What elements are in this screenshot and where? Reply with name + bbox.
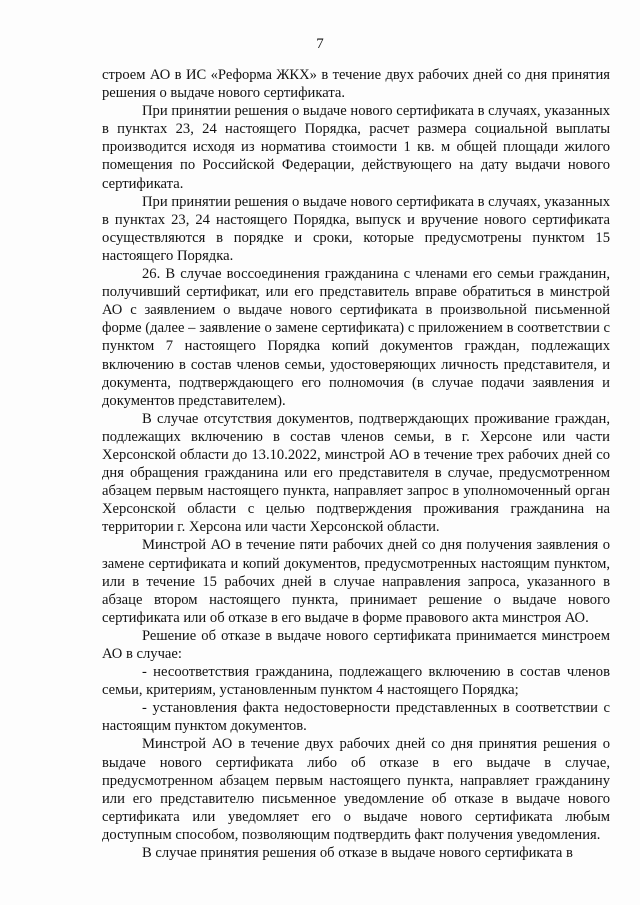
paragraph-item-26: 26. В случае воссоединения гражданина с членами его семьи гражданин, получивший сертификат, или его представитель вправе обратиться в минстрой АО с заявлением о выдаче нового сертификата в произвольной письменной форме (далее – заявление о замене сертификата) с приложением в соответствии с пунктом 7 настоящего Порядка копий документов граждан, подлежащих включению в состав членов семьи, удостоверяющих личность представителя, и документа, подтверждающего его полномочия (в случае подачи заявления и документов представителем). <box>102 266 610 409</box>
list-item: - несоответствия гражданина, подлежащего включению в состав членов семьи, критериям, установленным пунктом 4 настоящего Порядка; <box>102 664 610 699</box>
list-item: - установления факта недостоверности представленных в соответствии с настоящим пунктом документов. <box>102 700 610 735</box>
paragraph: Минстрой АО в течение пяти рабочих дней со дня получения заявления о замене сертификата и копий документов, предусмотренных настоящим пунктом, или в течение 15 рабочих дней в случае направления запроса, указанного в абзаце втором настоящего пункта, принимает решение о выдаче нового сертификата или об отказе в его выдаче в форме правового акта минстроя АО. <box>102 537 610 626</box>
paragraph-continued: строем АО в ИС «Реформа ЖКХ» в течение двух рабочих дней со дня принятия решения о выдаче нового сертификата. <box>102 67 610 102</box>
paragraph: При принятии решения о выдаче нового сертификата в случаях, указанных в пунктах 23, 24 настоящего Порядка, расчет размера социальной выплаты производится исходя из норматива стоимости 1 кв. м общей площади жилого помещения по Российской Федерации, действующего на дату выдачи нового сертификата. <box>102 103 610 192</box>
paragraph: В случае отсутствия документов, подтверждающих проживание граждан, подлежащих включению в состав членов семьи, в г. Херсоне или части Херсонской области до 13.10.2022, минстрой АО в течение трех рабочих дней со дня обращения гражданина или его представителя в случае, предусмотренном абзацем первым настоящего пункта, направляет запрос в уполномоченный орган Херсонской области с целью подтверждения проживания гражданина на территории г. Херсона или части Херсонской области. <box>102 410 610 536</box>
page-number: 7 <box>316 36 324 52</box>
paragraph-truncated: В случае принятия решения об отказе в выдаче нового сертификата в <box>142 845 573 862</box>
paragraph: Минстрой АО в течение двух рабочих дней со дня принятия решения о выдаче нового сертификата либо об отказе в его выдаче в случае, предусмотренном абзацем первым настоящего пункта, направляет гражданину или его представителю письменное уведомление об отказе в выдаче нового сертификата или уведомляет его о выдаче нового сертификата любым доступным способом, позволяющим подтвердить факт получения уведомления. <box>102 736 610 843</box>
paragraph: При принятии решения о выдаче нового сертификата в случаях, указанных в пунктах 23, 24 настоящего Порядка, выпуск и вручение нового сертификата осуществляются в порядке и сроки, которые предусмотрены пунктом 15 настоящего Порядка. <box>102 193 610 264</box>
paragraph: Решение об отказе в выдаче нового сертификата принимается минстроем АО в случае: <box>102 627 610 662</box>
document-body <box>102 66 610 862</box>
